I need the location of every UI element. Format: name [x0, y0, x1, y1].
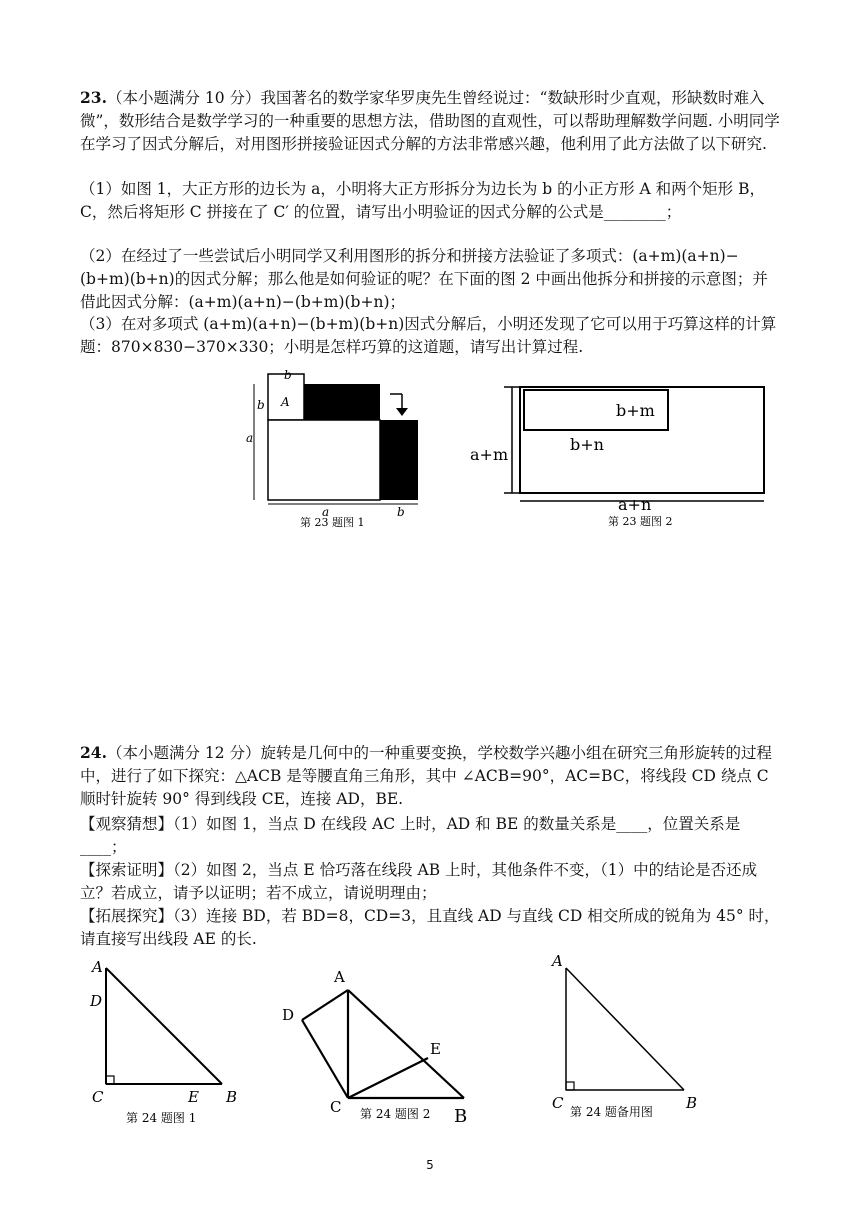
point-C: C: [92, 1088, 104, 1106]
point-B: B: [686, 1094, 698, 1112]
q23-figure-1: [232, 366, 438, 530]
q24-part3: 【拓展探究】（3）连接 BD，若 BD=8，CD=3，且直线 AD 与直线 CD 相交所成的锐角为 45° 时，请直接写出线段 AE 的长.: [80, 907, 780, 948]
q23-part1: （1）如图 1，大正方形的边长为 a，小明将大正方形拆分为边长为 b 的小正方形 A 和两个矩形 B，C，然后将矩形 C 拼接在了 C′ 的位置，请写出小明验证的因式分解的公式是________；: [80, 180, 765, 221]
point-A: A: [334, 968, 345, 986]
rectangle-B: [268, 420, 380, 500]
q24-intro: [80, 741, 782, 811]
label-a-bottom: a: [322, 505, 330, 519]
q24-part2: 【探索证明】（2）如图 2，当点 E 恰巧落在线段 AB 上时，其他条件不变，（1）中的结论是否还成立？若成立，请予以证明；若不成立，请说明理由；: [80, 861, 758, 902]
q23-score: （本小题满分 10 分）: [106, 89, 261, 107]
label-b-plus-n: b+n: [570, 435, 604, 454]
label-b-left: b: [257, 398, 265, 412]
q24-figure-3: [548, 952, 728, 1128]
q24-fig2-caption: 第 24 题图 2: [360, 1107, 431, 1121]
point-D: D: [90, 992, 103, 1010]
label-a-plus-m: a+m: [470, 445, 509, 464]
arrow-icon: [396, 408, 408, 416]
point-E: E: [188, 1088, 199, 1106]
point-D: D: [282, 1006, 295, 1024]
rectangle-C: [304, 384, 380, 420]
q24-fig1-caption: 第 24 题图 1: [126, 1111, 197, 1125]
label-b-bottom: b: [397, 505, 405, 519]
point-A: A: [92, 958, 103, 976]
q24-fig3-caption: 第 24 题备用图: [570, 1105, 653, 1119]
q23-intro: [80, 86, 782, 156]
point-B: B: [454, 1106, 468, 1127]
label-a-left: a: [246, 431, 254, 445]
label-a-plus-n: a+n: [618, 495, 652, 514]
q24-figure-2: [278, 958, 478, 1128]
point-A: A: [552, 952, 563, 970]
q23-fig1-caption: 第 23 题图 1: [300, 516, 365, 529]
q23-part3: （3）在对多项式 (a+m)(a+n)−(b+m)(b+n)因式分解后，小明还发现了它可以用于巧算这样的计算题：870×830−370×330；小明是怎样巧算的这道题，请写出计算过程.: [80, 315, 777, 356]
q23-number: 23.: [80, 88, 107, 107]
label-b-top: b: [284, 368, 292, 382]
page-number: 5: [426, 1158, 434, 1172]
point-E: E: [430, 1040, 441, 1058]
label-b-plus-m: b+m: [616, 401, 655, 420]
q24-part1: 【观察猜想】（1）如图 1，当点 D 在线段 AC 上时，AD 和 BE 的数量关系是____，位置关系是____；: [80, 815, 741, 856]
q23-part2: （2）在经过了一些尝试后小明同学又利用图形的拆分和拼接方法验证了多项式：(a+m)(a+n)−(b+m)(b+n)的因式分解；那么他是如何验证的呢？在下面的图 2 中画出他拆分和拼接的示意图；并借此因式分解：(a+m)(a+n)−(b+m)(b+n)；: [80, 247, 768, 311]
point-B: B: [226, 1088, 238, 1106]
point-C: C: [330, 1098, 342, 1116]
rectangle-C-prime: [380, 420, 418, 500]
q23-intro-text: 我国著名的数学家华罗庚先生曾经说过：“数缺形时少直观，形缺数时难入微”，数形结合是数学学习的一种重要的思想方法，借助图的直观性，可以帮助理解数学问题. 小明同学在学习了因式分解后，对用图形拼接验证因式分解的方法非常感兴趣，他利用了此方法做了以下研究.: [80, 89, 780, 153]
q24-figure-1: [82, 952, 252, 1128]
q24-number: 24.: [80, 743, 107, 762]
q23-fig2-caption: 第 23 题图 2: [608, 515, 673, 528]
label-A: A: [281, 395, 290, 409]
q24-intro-text: 旋转是几何中的一种重要变换，学校数学兴趣小组在研究三角形旋转的过程中，进行了如下探究：△ACB 是等腰直角三角形，其中 ∠ACB=90°，AC=BC，将线段 CD 绕点 C 顺时针旋转 90° 得到线段 CE，连接 AD，BE.: [80, 744, 773, 808]
q23-figure-2: [466, 370, 776, 530]
point-C: C: [552, 1094, 564, 1112]
q24-score: （本小题满分 12 分）: [106, 744, 261, 762]
